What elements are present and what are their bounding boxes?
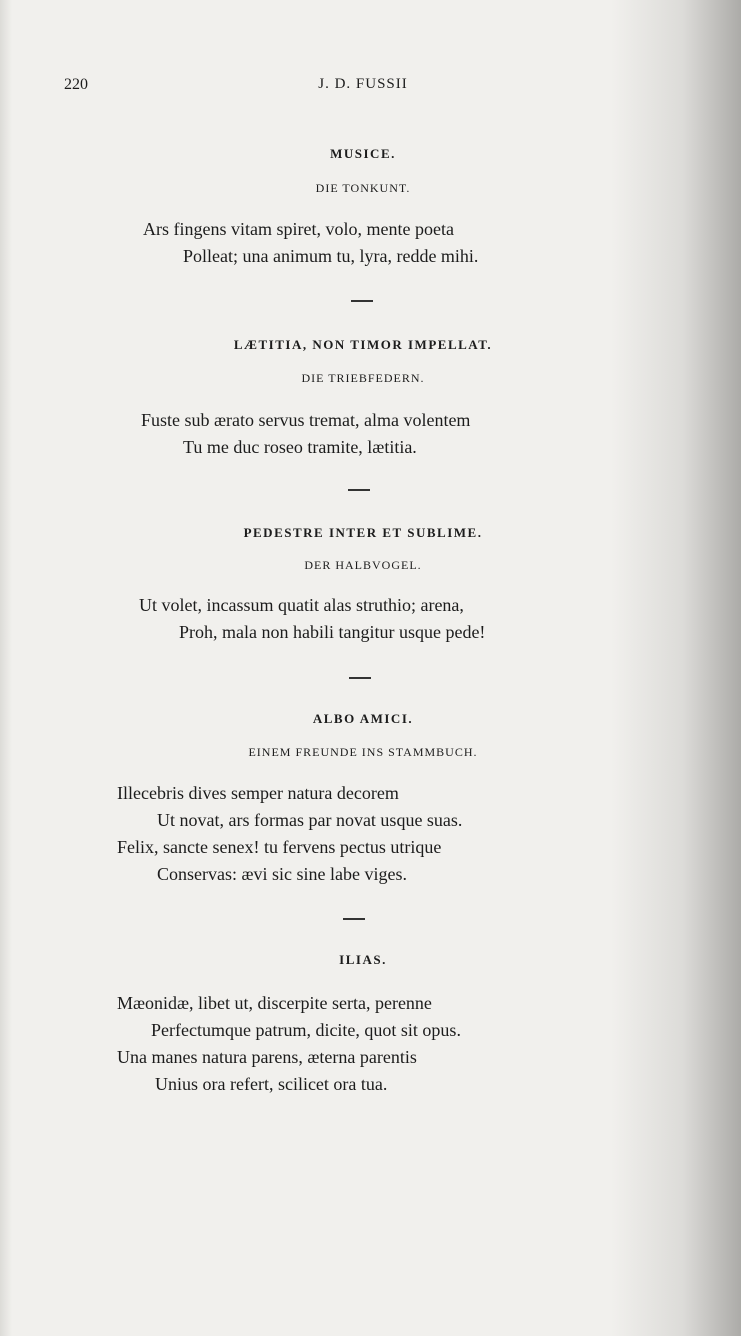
- poem-title: ALBO AMICI.: [312, 711, 414, 726]
- section-divider: [351, 300, 373, 302]
- poem-title: MUSICE.: [330, 146, 396, 161]
- poem-title: PEDESTRE INTER ET SUBLIME.: [243, 525, 483, 540]
- poem-subtitle: DIE TONKUNT.: [315, 181, 411, 195]
- section-divider: [349, 677, 371, 679]
- poem-subtitle: DIE TRIEBFEDERN.: [301, 371, 425, 385]
- verse-line: Mæonidæ, libet ut, discerpite serta, perenne: [117, 993, 432, 1013]
- poem-subtitle: EINEM FREUNDE INS STAMMBUCH.: [248, 745, 478, 759]
- verse-line: Illecebris dives semper natura decorem: [117, 783, 399, 803]
- poem-subtitle: DER HALBVOGEL.: [304, 558, 422, 572]
- poem-title: ILIAS.: [339, 952, 387, 967]
- verse-line: Polleat; una animum tu, lyra, redde mihi.: [183, 246, 479, 266]
- poem-title: LÆTITIA, NON TIMOR IMPELLAT.: [233, 337, 493, 352]
- page-edge-left: [0, 0, 12, 1336]
- running-head: [0, 76, 741, 98]
- section-divider: [343, 918, 365, 920]
- verse-line: Ars fingens vitam spiret, volo, mente poeta: [143, 219, 454, 239]
- verse-line: Felix, sancte senex! tu fervens pectus utrique: [117, 837, 442, 857]
- page-shadow: [611, 0, 741, 1336]
- section-divider: [348, 489, 370, 491]
- verse-line: Tu me duc roseo tramite, lætitia.: [183, 437, 417, 457]
- verse-line: Perfectumque patrum, dicite, quot sit opus.: [151, 1020, 461, 1040]
- running-head-title: J. D. FUSSII: [318, 76, 408, 92]
- verse-line: Conservas: ævi sic sine labe viges.: [157, 864, 407, 884]
- verse-line: Unius ora refert, scilicet ora tua.: [155, 1074, 388, 1094]
- verse-line: Fuste sub ærato servus tremat, alma volentem: [141, 410, 471, 430]
- verse-line: Ut novat, ars formas par novat usque suas.: [157, 810, 463, 830]
- verse-line: Proh, mala non habili tangitur usque pede!: [179, 622, 486, 642]
- verse-line: Una manes natura parens, æterna parentis: [117, 1047, 417, 1067]
- page-number: 220: [64, 76, 88, 93]
- verse-line: Ut volet, incassum quatit alas struthio; arena,: [139, 595, 464, 615]
